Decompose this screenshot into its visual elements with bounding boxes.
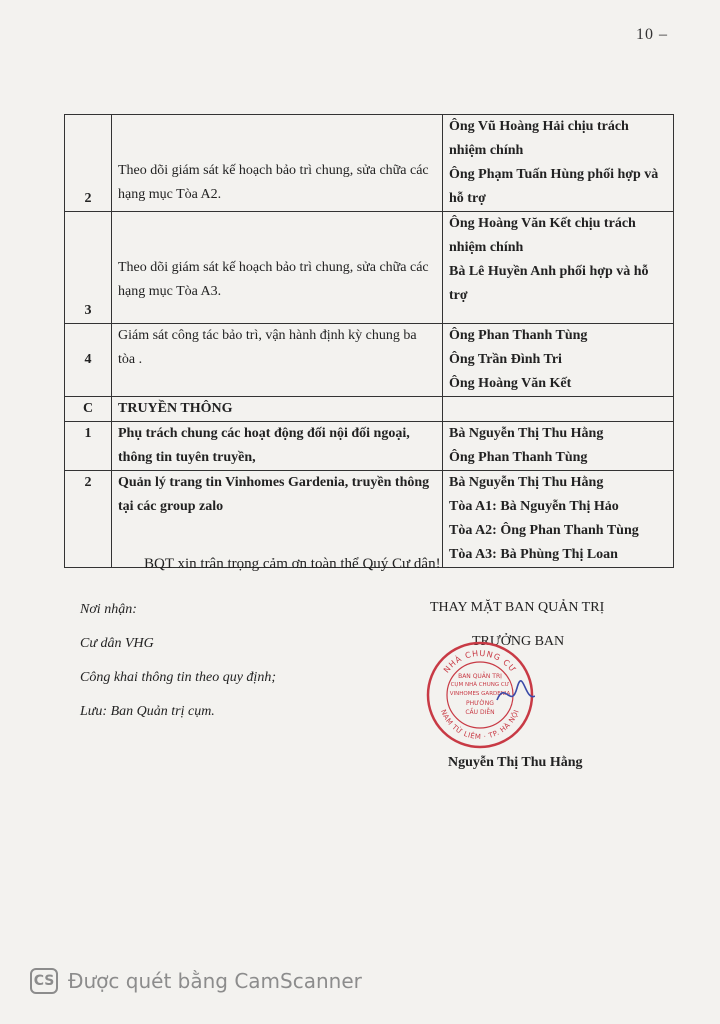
- recipients-block: [80, 600, 276, 736]
- seal-line: PHƯỜNG: [466, 700, 494, 707]
- responsible-cell: [443, 422, 674, 471]
- responsible-cell: [443, 471, 674, 568]
- task-cell: Theo dõi giám sát kế hoạch bảo trì chung, sửa chữa các hạng mục Tòa A3.: [112, 212, 443, 324]
- row-number: 4: [65, 324, 112, 397]
- responsible-line: Ông Phạm Tuấn Hùng phối hợp và hỗ trợ: [449, 167, 659, 206]
- responsible-line: Ông Vũ Hoàng Hải chịu trách nhiệm chính: [449, 119, 629, 158]
- recipient-item: Lưu: Ban Quản trị cụm.: [80, 704, 215, 719]
- row-number: 1: [65, 422, 112, 471]
- responsible-line: Ông Trần Đình Tri: [449, 352, 562, 367]
- official-seal-stamp: [425, 640, 535, 750]
- row-number: 3: [65, 212, 112, 324]
- responsible-line: Ông Phan Thanh Tùng: [449, 328, 588, 343]
- row-number: 2: [65, 471, 112, 568]
- responsible-cell: [443, 397, 674, 422]
- task-cell: Quản lý trang tin Vinhomes Gardenia, truyền thông tại các group zalo: [112, 471, 443, 568]
- signer-name: Nguyễn Thị Thu Hằng: [448, 755, 583, 770]
- recipient-item: Công khai thông tin theo quy định;: [80, 670, 276, 685]
- responsible-line: Ông Hoàng Văn Kết: [449, 376, 572, 391]
- responsible-cell: [443, 115, 674, 212]
- recipient-item: Cư dân VHG: [80, 636, 154, 651]
- seal-line: CỤM NHÀ CHUNG CƯ: [450, 682, 510, 688]
- seal-line: CẦU DIỄN: [465, 709, 495, 716]
- task-cell: Theo dõi giám sát kế hoạch bảo trì chung, sửa chữa các hạng mục Tòa A2.: [112, 115, 443, 212]
- row-number: 2: [65, 115, 112, 212]
- table-row: [65, 422, 674, 471]
- thanks-note: BQT xin trân trọng cảm ơn toàn thể Quý Cư dân!: [144, 556, 441, 572]
- signature-title: THAY MẶT BAN QUẢN TRỊ: [430, 600, 605, 615]
- table-row: [65, 324, 674, 397]
- table-row: [65, 115, 674, 212]
- responsible-line: Tòa A3: Bà Phùng Thị Loan: [449, 547, 618, 562]
- responsible-line: Tòa A2: Ông Phan Thanh Tùng: [449, 523, 639, 538]
- scanner-watermark: [30, 968, 362, 994]
- section-letter: C: [65, 397, 112, 422]
- responsibility-table: [64, 114, 674, 568]
- page-number-mark: 10 –: [636, 26, 668, 43]
- responsible-line: Bà Nguyễn Thị Thu Hằng: [449, 426, 604, 441]
- signature-role: TRƯỞNG BAN: [472, 634, 565, 649]
- camscanner-logo-icon: CS: [30, 968, 58, 994]
- responsible-line: Ông Phan Thanh Tùng: [449, 450, 588, 465]
- responsible-line: Tòa A1: Bà Nguyễn Thị Hảo: [449, 499, 619, 514]
- responsible-cell: [443, 212, 674, 324]
- section-title: TRUYỀN THÔNG: [112, 397, 443, 422]
- watermark-text: Được quét bằng CamScanner: [68, 969, 362, 993]
- table-row: [65, 471, 674, 568]
- responsible-line: Ông Hoàng Văn Kết chịu trách nhiệm chính: [449, 216, 636, 255]
- responsible-line: Bà Nguyễn Thị Thu Hằng: [449, 475, 604, 490]
- recipients-heading: Nơi nhận:: [80, 602, 137, 617]
- responsible-cell: [443, 324, 674, 397]
- table-row: [65, 397, 674, 422]
- seal-top-text: NHÀ CHUNG CƯ: [441, 648, 519, 675]
- seal-bottom-text: NAM TỪ LIÊM · TP. HÀ NỘI: [439, 708, 521, 742]
- task-cell: Giám sát công tác bảo trì, vận hành định kỳ chung ba tòa .: [112, 324, 443, 397]
- task-cell: Phụ trách chung các hoạt động đối nội đối ngoại, thông tin tuyên truyền,: [112, 422, 443, 471]
- responsible-line: Bà Lê Huyền Anh phối hợp và hỗ trợ: [449, 264, 649, 303]
- table-row: [65, 212, 674, 324]
- seal-line: VINHOMES GARDENIA: [449, 691, 511, 697]
- seal-line: BAN QUẢN TRỊ: [458, 673, 502, 680]
